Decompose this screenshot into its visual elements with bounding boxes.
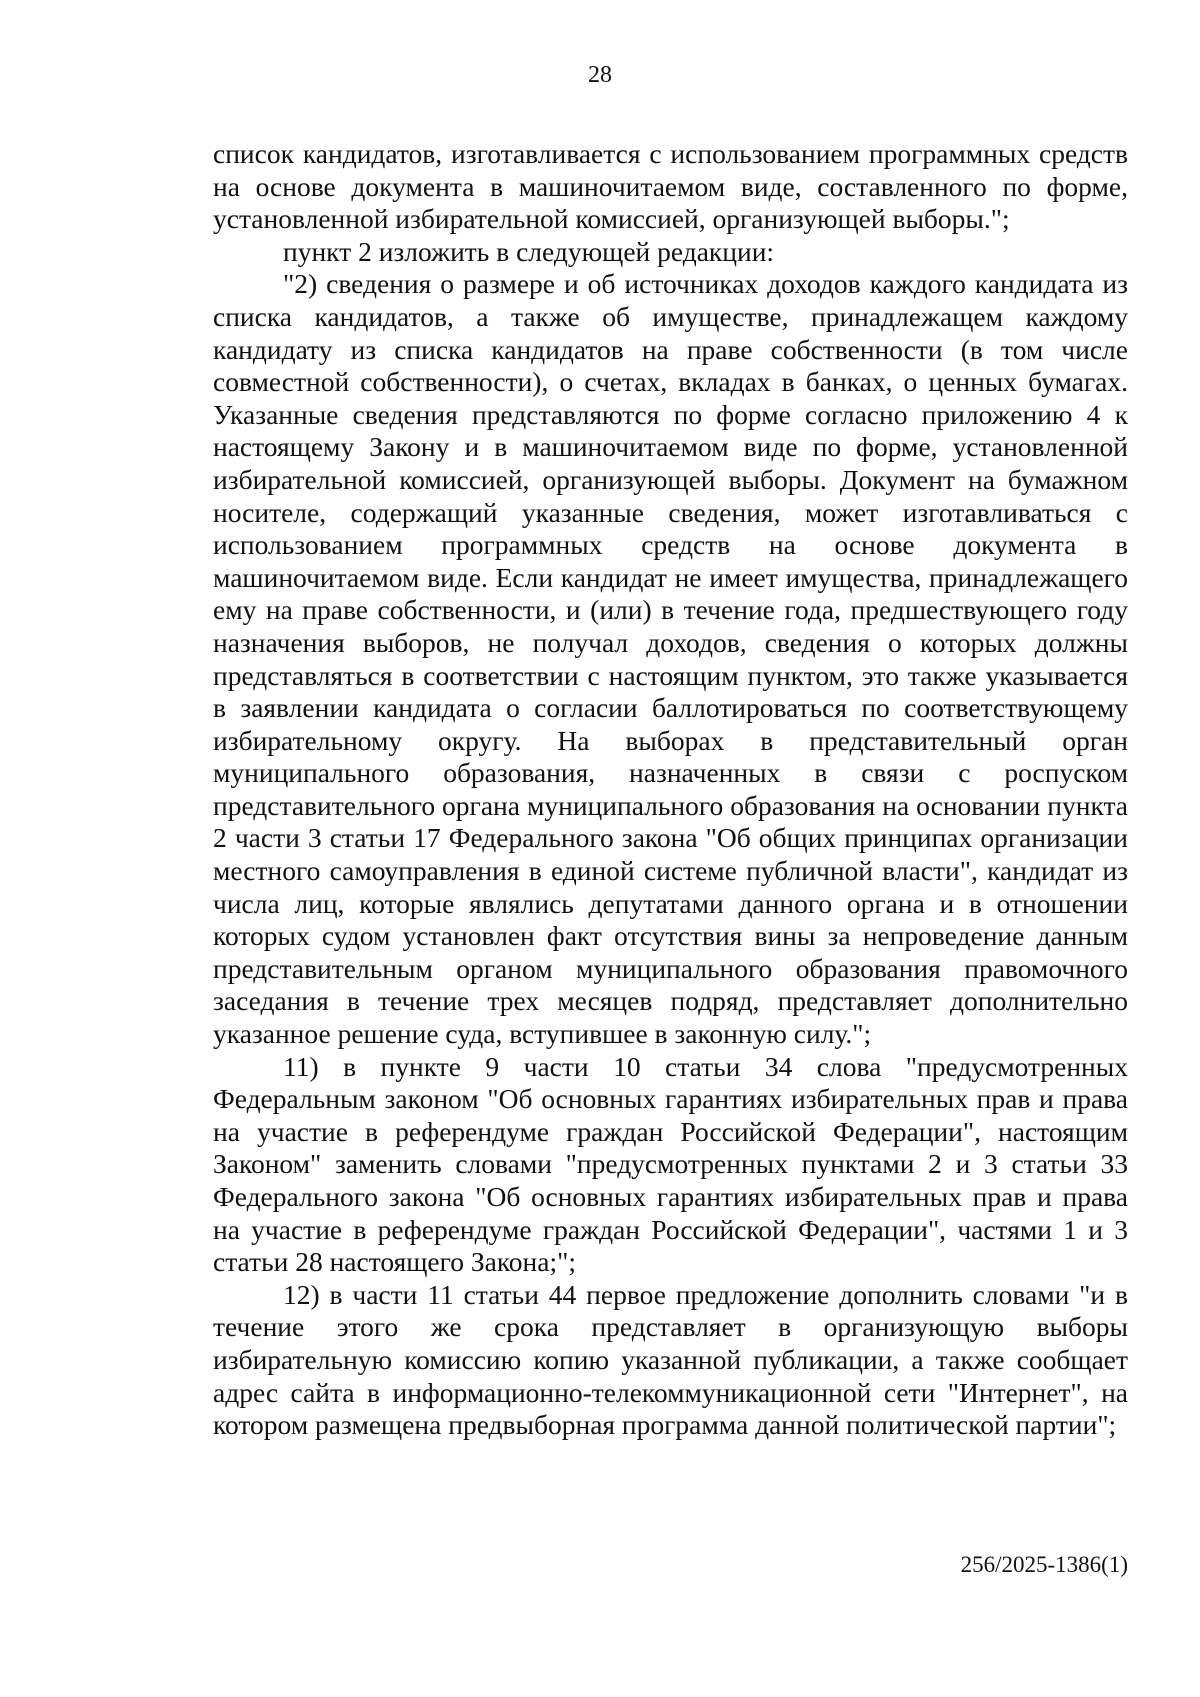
document-body bbox=[213, 138, 1128, 1442]
page-number: 28 bbox=[588, 62, 612, 88]
document-code: 256/2025-1386(1) bbox=[960, 1552, 1128, 1577]
paragraph-item-2-text: "2) сведения о размере и об источниках доходов каждого кандидата из списка кандидатов, а также об имуществе, принадлежащем каждому кандидату из списка кандидатов на праве собственности (в том числе совместной собственности), о счетах, вкладах в банках, о ценных бумагах. Указанные сведения представляются по форме согласно приложению 4 к настоящему Закону и в машиночитаемом виде по форме, установленной избирательной комиссией, организующей выборы. Документ на бумажном носителе, содержащий указанные сведения, может изготавливаться с использованием программных средств на основе документа в машиночитаемом виде. Если кандидат не имеет имущества, принадлежащего ему на праве собственности, и (или) в течение года, предшествующего году назначения выборов, не получал доходов, сведения о которых должны представляться в соответствии с настоящим пунктом, это также указывается в заявлении кандидата о согласии баллотироваться по соответствующему избирательному округу. На выборах в представительный орган муниципального образования, назначенных в связи с роспуском представительного органа муниципального образования на основании пункта 2 части 3 статьи 17 Федерального закона "Об общих принципах организации местного самоуправления в единой системе публичной власти", кандидат из числа лиц, которые являлись депутатами данного органа и в отношении которых судом установлен факт отсутствия вины за непроведение данным представительным органом муниципального образования правомочного заседания в течение трех месяцев подряд, представляет дополнительно указанное решение суда, вступившее в законную силу."; bbox=[213, 268, 1128, 1050]
paragraph-list-intro: список кандидатов, изготавливается с использованием программных средств на основе документа в машиночитаемом виде, составленного по форме, установленной избирательной комиссией, организующей выборы."; bbox=[213, 138, 1128, 235]
paragraph-item-2-header: пункт 2 изложить в следующей редакции: bbox=[283, 235, 775, 267]
paragraph-item-12: 12) в части 11 статьи 44 первое предложение дополнить словами "и в течение этого же срока представляет в организующую выборы избирательную комиссию копию указанной публикации, а также сообщает адрес сайта в информационно-телекоммуникационной сети "Интернет", на котором размещена предвыборная программа данной политической партии"; bbox=[213, 1278, 1128, 1441]
paragraph-item-11: 11) в пункте 9 части 10 статьи 34 слова "предусмотренных Федеральным законом "Об основных гарантиях избирательных прав и права на участие в референдуме граждан Российской Федерации", настоящим Законом" заменить словами "предусмотренных пунктами 2 и 3 статьи 33 Федерального закона "Об основных гарантиях избирательных прав и права на участие в референдуме граждан Российской Федерации", частями 1 и 3 статьи 28 настоящего Закона;"; bbox=[213, 1050, 1128, 1278]
